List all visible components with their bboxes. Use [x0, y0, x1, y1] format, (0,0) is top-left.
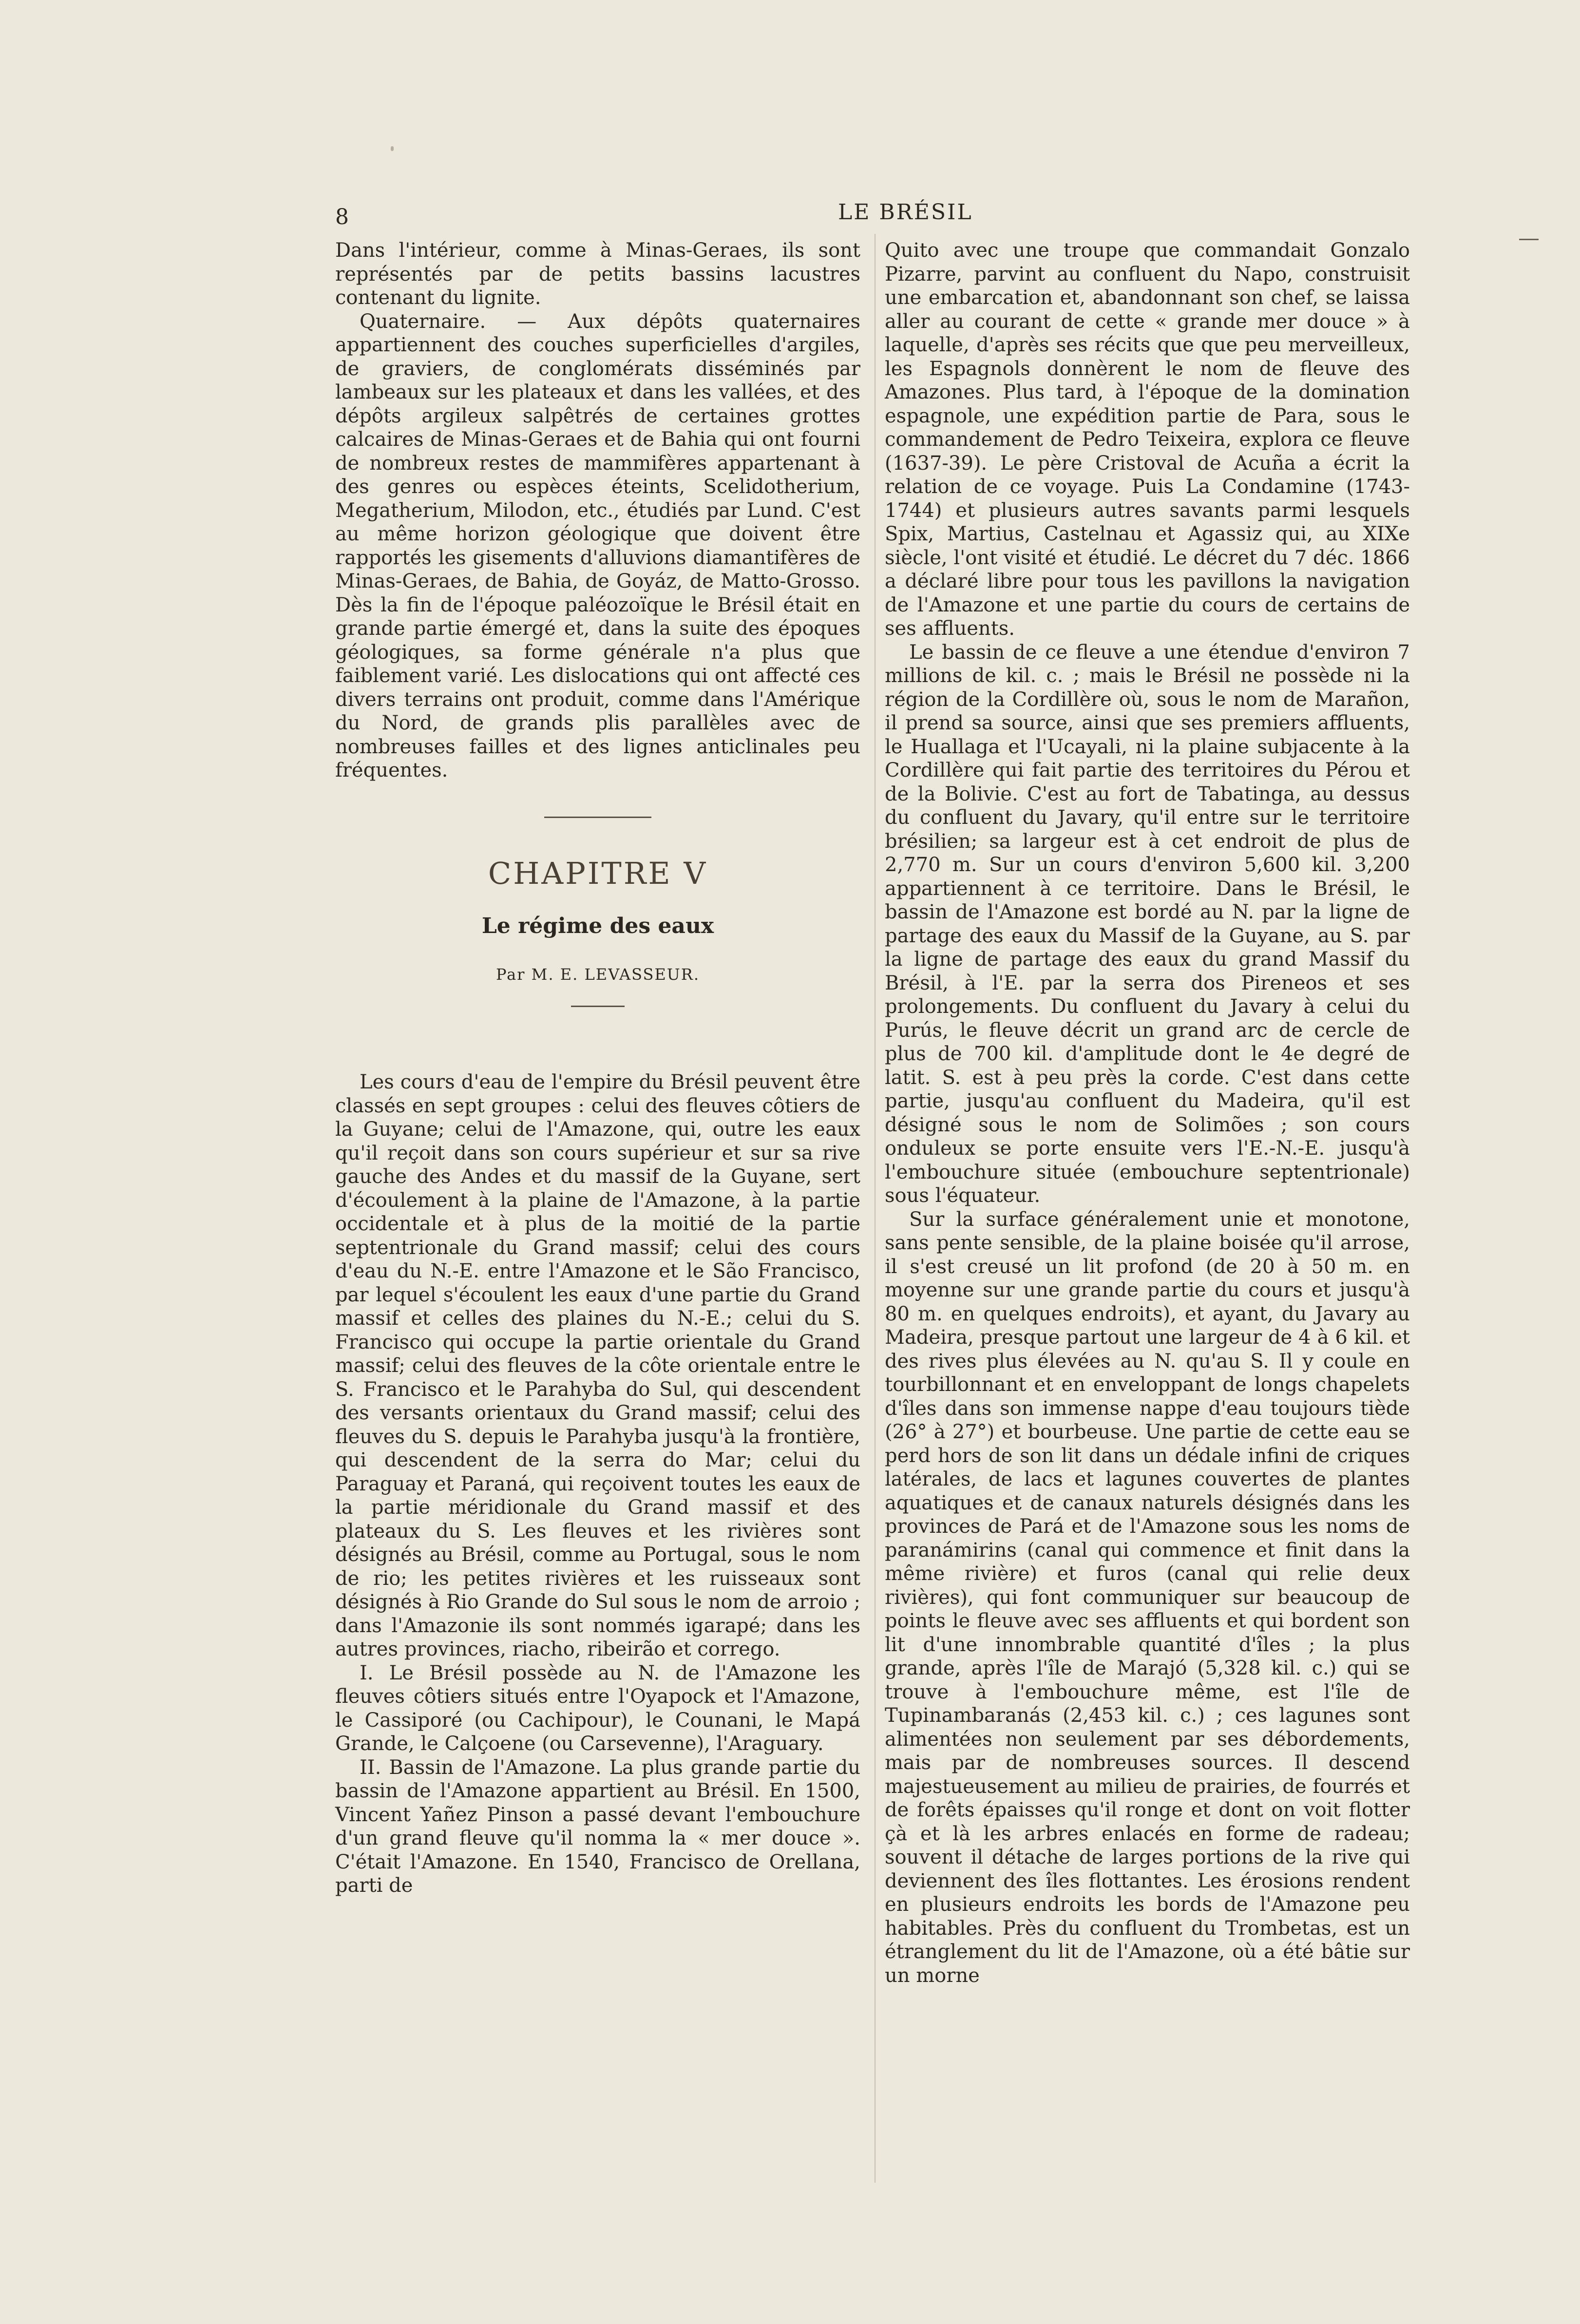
left-column [335, 239, 860, 1898]
chapter-subtitle: Le régime des eaux [481, 914, 714, 938]
chapter-title: CHAPITRE V [488, 855, 708, 891]
right-column [885, 239, 1410, 1987]
page-number: 8 [335, 205, 349, 229]
paragraph: Le bassin de ce fleuve a une étendue d'environ 7 millions de kil. c. ; mais le Brésil ne possède ni la région de la Cordillère où, sous le nom de Marañon, il prend sa source, ainsi que ses premiers affluents, le Huallaga et l'Ucayali, ni la plaine subjacente à la Cordillère qui fait partie des territoires du Pérou et de la Bolivie. C'est au fort de Tabatinga, au dessus du confluent du Javary, qu'il entre sur le territoire brésilien; sa largeur est à cet endroit de plus de 2,770 m. Sur un cours d'environ 5,600 kil. 3,200 appartiennent à ce territoire. Dans le Brésil, le bassin de l'Amazone est bordé au N. par la ligne de partage des eaux du Massif de la Guyane, au S. par la ligne de partage des eaux du grand Massif du Brésil, à l'E. par la serra dos Pireneos et ses prolongements. Du confluent du Javary à celui du Purús, le fleuve décrit un grand arc de cercle de plus de 700 kil. d'amplitude dont le 4e degré de latit. S. est à peu près la corde. C'est dans cette partie, jusqu'au confluent du Madeira, qu'il est désigné sous le nom de Solimões ; son cours onduleux se porte ensuite vers l'E.-N.-E. jusqu'à l'embouchure située (embouchure septentrionale) sous l'équateur. [885, 641, 1410, 1207]
chapter-author: Par M. E. LEVASSEUR. [496, 965, 700, 984]
paragraph: Quaternaire. — Aux dépôts quaternaires appartiennent des couches superficielles d'argiles, de graviers, de conglomérats disséminés par lambeaux sur les plateaux et dans les vallées, et des dépôts argileux salpêtrés de certaines grottes calcaires de Minas-Geraes et de Bahia qui ont fourni de nombreux restes de mammifères appartenant à des genres ou espèces éteints, Scelidotherium, Megatherium, Milodon, etc., étudiés par Lund. C'est au même horizon géologique que doivent être rapportés les gisements d'alluvions diamantifères de Minas-Geraes, de Bahia, de Goyáz, de Matto-Grosso. Dès la fin de l'époque paléozoïque le Brésil était en grande partie émergé et, dans la suite des époques géologiques, sa forme générale n'a plus que faiblement varié. Les dislocations qui ont affecté ces divers terrains ont produit, comme dans l'Amérique du Nord, de grands plis parallèles avec de nombreuses failles et des lignes anticlinales peu fréquentes. [335, 310, 860, 781]
paragraph: Dans l'intérieur, comme à Minas-Geraes, ils sont représentés par de petits bassins lacustres contenant du lignite. [335, 239, 860, 309]
running-title: LE BRÉSIL [838, 200, 973, 225]
paragraph: Les cours d'eau de l'empire du Brésil peuvent être classés en sept groupes : celui des fleuves côtiers de la Guyane; celui de l'Amazone, qui, outre les eaux qu'il reçoit dans son cours supérieur et sur sa rive gauche des Andes et du massif de la Guyane, sert d'écoulement à la plaine de l'Amazone, à la partie occidentale et à plus de la moitié de la partie septentrionale du Grand massif; celui des cours d'eau du N.-E. entre l'Amazone et le São Francisco, par lequel s'écoulent les eaux d'une partie du Grand massif et celles des plaines du N.-E.; celui du S. Francisco qui occupe la partie orientale du Grand massif; celui des fleuves de la côte orientale entre le S. Francisco et le Parahyba do Sul, qui descendent des versants orientaux du Grand massif; celui des fleuves du S. depuis le Parahyba jusqu'à la frontière, qui descendent de la serra do Mar; celui du Paraguay et Paraná, qui reçoivent toutes les eaux de la partie méridionale du Grand massif et des plateaux du S. Les fleuves et les rivières sont désignés au Brésil, comme au Portugal, sous le nom de rio; les petites rivières et les ruisseaux sont désignés à Rio Grande do Sul sous le nom de arroio ; dans l'Amazonie ils sont nommés igarapé; dans les autres provinces, riacho, ribeirão et corrego. [335, 1071, 860, 1660]
paragraph: Quito avec une troupe que commandait Gonzalo Pizarre, parvint au confluent du Napo, construisit une embarcation et, abandonnant son chef, se laissa aller au courant de cette « grande mer douce » à laquelle, d'après ses récits que que peu merveilleux, les Espagnols donnèrent le nom de fleuve des Amazones. Plus tard, à l'époque de la domination espagnole, une expédition partie de Para, sous le commandement de Pedro Teixeira, explora ce fleuve (1637-39). Le père Cristoval de Acuña a écrit la relation de ce voyage. Puis La Condamine (1743-1744) et plusieurs autres savants parmi lesquels Spix, Martius, Castelnau et Agassiz qui, au XIXe siècle, l'ont visité et étudié. Le décret du 7 déc. 1866 a déclaré libre pour tous les pavillons la navigation de l'Amazone et une partie du cours de certains de ses affluents. [885, 239, 1410, 640]
section-separator [544, 817, 651, 818]
author-separator [571, 1006, 625, 1007]
column-divider [875, 234, 876, 2183]
page-blemish [391, 146, 394, 151]
paragraph: Sur la surface généralement unie et monotone, sans pente sensible, de la plaine boisée qu'il arrose, il s'est creusé un lit profond (de 20 à 50 m. en moyenne sur une grande partie du cours et jusqu'à 80 m. en quelques endroits), et ayant, du Javary au Madeira, presque partout une largeur de 4 à 6 kil. et des rives plus élevées au N. qu'au S. Il y coule en tourbillonnant et en enveloppant de longs chapelets d'îles dans son immense nappe d'eau toujours tiède (26° à 27°) et bourbeuse. Une partie de cette eau se perd hors de son lit dans un dédale infini de criques latérales, de lacs et lagunes couvertes de plantes aquatiques et de canaux naturels désignés dans les provinces de Pará et de l'Amazone sous les noms de paranámirins (canal qui commence et finit dans la même rivière) et furos (canal qui relie deux rivières), qui font communiquer sur beaucoup de points le fleuve avec ses affluents et qui bordent son lit d'une innombrable quantité d'îles ; la plus grande, après l'île de Marajó (5,328 kil. c.) qui se trouve à l'embouchure même, est l'île de Tupinambaranás (2,453 kil. c.) ; ces lagunes sont alimentées non seulement par ses débordements, mais par de nombreuses sources. Il descend majestueusement au milieu de prairies, de fourrés et de forêts épaisses qu'il ronge et dont on voit flotter çà et là les arbres enlacés en forme de radeau; souvent il détache de larges portions de la rive qui deviennent des îles flottantes. Les érosions rendent en plusieurs endroits les bords de l'Amazone peu habitables. Près du confluent du Trombetas, est un étranglement du lit de l'Amazone, où a été bâtie sur un morne [885, 1208, 1410, 1987]
paragraph: II. Bassin de l'Amazone. La plus grande partie du bassin de l'Amazone appartient au Brésil. En 1500, Vincent Yañez Pinson a passé devant l'embouchure d'un grand fleuve qu'il nomma la « mer douce ». C'était l'Amazone. En 1540, Francisco de Orellana, parti de [335, 1756, 860, 1897]
margin-mark [1519, 239, 1539, 240]
paragraph: I. Le Brésil possède au N. de l'Amazone les fleuves côtiers situés entre l'Oyapock et l'Amazone, le Cassiporé (ou Cachipour), le Counani, le Mapá Grande, le Calçoene (ou Carsevenne), l'Araguary. [335, 1661, 860, 1755]
